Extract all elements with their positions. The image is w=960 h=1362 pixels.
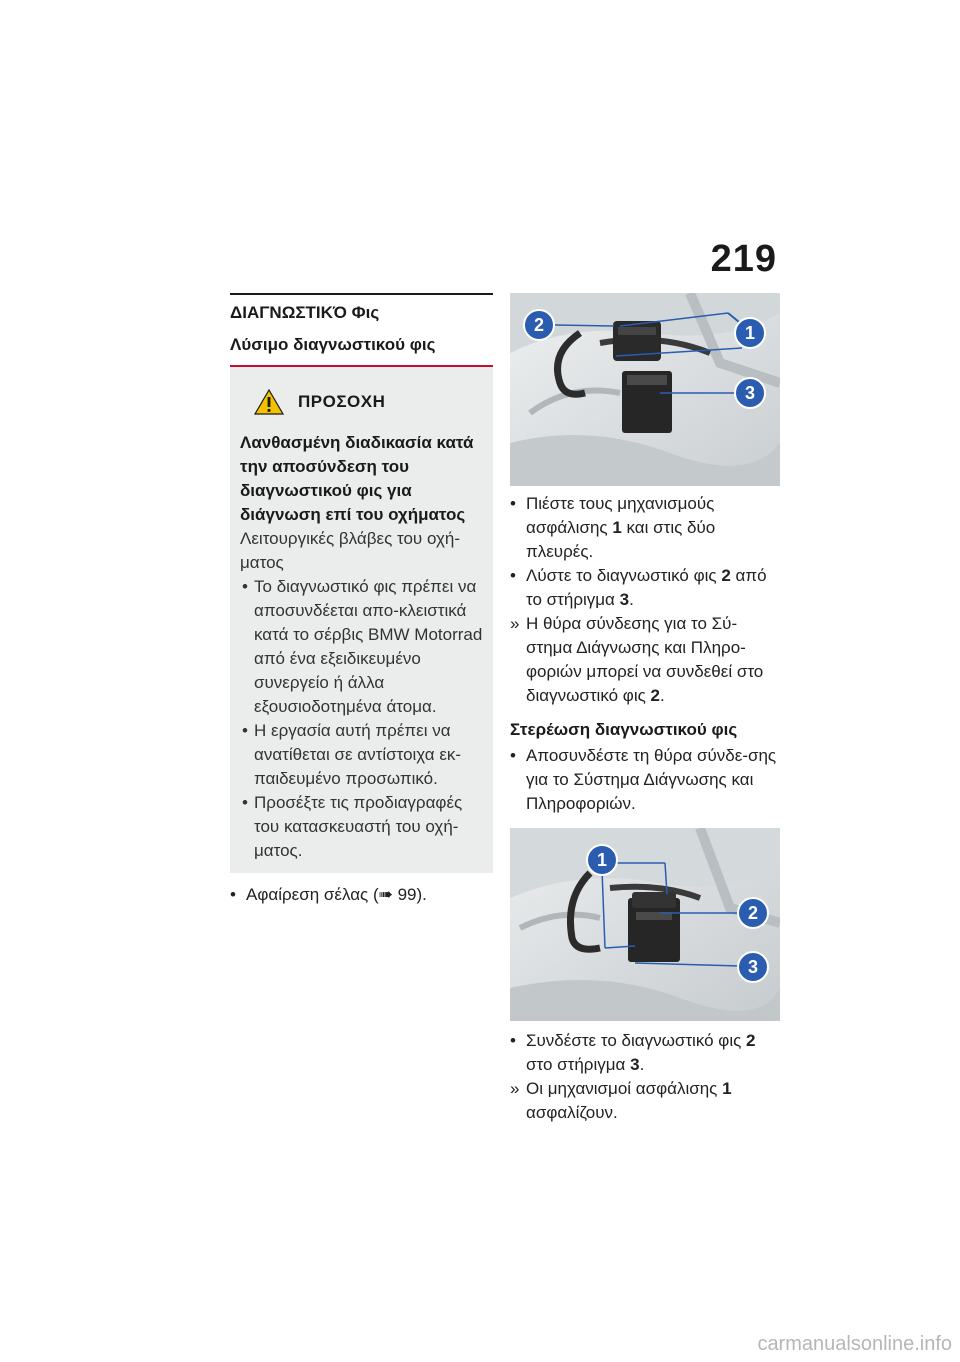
result-marker: »: [510, 614, 520, 633]
warning-bullets: [240, 575, 487, 863]
figure-diagnostic-plug-removal: [510, 293, 780, 486]
result-port-connect: [510, 612, 780, 708]
step-text: Συνδέστε το διαγνωστικό φις: [526, 1031, 747, 1050]
pre-steps: [230, 883, 493, 907]
page-reference[interactable]: 99: [397, 885, 417, 904]
ref-number: 1: [722, 1079, 732, 1098]
left-column: [230, 293, 493, 907]
arrow-right-icon: ➠: [378, 885, 393, 904]
engine-bay-illustration-1: [510, 293, 780, 486]
step-text-tail: .: [659, 686, 665, 705]
callout-1: 1: [596, 850, 608, 870]
engine-bay-illustration-2: [510, 828, 780, 1021]
step-remove-seat: [230, 883, 493, 907]
step-text-tail: .: [639, 1055, 645, 1074]
step-press-locks: [510, 492, 780, 564]
fasten-steps: [510, 1029, 780, 1125]
loosen-steps: [510, 492, 780, 708]
step-release-plug: [510, 564, 780, 612]
warning-bullet: • Η εργασία αυτή πρέπει να ανατίθεται σε αντίστοιχα εκ-παιδευμένο προσωπικό.: [240, 719, 487, 791]
figure-diagnostic-plug-fastening: [510, 828, 780, 1021]
step-disconnect-port: [510, 744, 780, 816]
step-marker: •: [510, 566, 516, 585]
step-marker: •: [510, 746, 516, 765]
ref-number: 1: [612, 518, 622, 537]
step-text: Οι μηχανισμοί ασφάλισης: [526, 1079, 723, 1098]
ref-number: 3: [630, 1055, 640, 1074]
step-text: Αποσυνδέστε τη θύρα σύνδε-σης για το Σύστημα Διάγνωσης και Πληροφοριών.: [526, 746, 777, 813]
callout-3: 3: [744, 383, 756, 403]
step-connect-plug: [510, 1029, 780, 1077]
step-text-tail: ).: [416, 885, 427, 904]
warning-header: [254, 389, 487, 415]
step-text-tail: ασφαλίζουν.: [526, 1103, 618, 1122]
fasten-pre-steps: [510, 744, 780, 816]
step-text-tail: .: [629, 590, 634, 609]
callout-1: 1: [744, 323, 756, 343]
step-text-tail: και στις δύο πλευρές.: [526, 518, 716, 561]
callout-3: 3: [747, 957, 759, 977]
step-text-tail: στο στήριγμα: [526, 1055, 631, 1074]
warning-bullet: • Το διαγνωστικό φις πρέπει να αποσυνδέεται απο-κλειστικά κατά το σέρβις BMW Motorrad από ένα εξειδικευμένο συνεργείο ή άλλα εξουσιοδοτημένα άτομα.: [240, 575, 487, 719]
step-text: Πιέστε τους μηχανισμούς ασφάλισης: [526, 494, 715, 537]
warning-bullet: • Προσέξτε τις προδιαγραφές του κατασκευαστή του οχή-ματος.: [240, 791, 487, 863]
warning-consequence: Λειτουργικές βλάβες του οχή-ματος: [240, 529, 460, 572]
step-text: Η θύρα σύνδεσης για το Σύ-στημα Διάγνωσης και Πληρο-φοριών μπορεί να συνδεθεί στο διαγνωστικό φις: [526, 614, 764, 705]
step-text: Λύστε το διαγνωστικό φις: [526, 566, 722, 585]
warning-label: ΠΡΟΣΟΧΗ: [298, 392, 386, 411]
section-title: ΔΙΑΓΝΩΣΤΙΚΌ Φις: [230, 293, 493, 327]
ref-number: 2: [746, 1031, 756, 1050]
warning-heading: Λανθασμένη διαδικασία κατά την αποσύνδεση του διαγνωστικού φις για διάγνωση επί του οχήματος: [240, 433, 474, 524]
right-column: [510, 293, 780, 1125]
warning-triangle-icon: [254, 389, 284, 415]
warning-box: [230, 367, 493, 873]
result-marker: »: [510, 1079, 520, 1098]
step-marker: •: [510, 1031, 516, 1050]
ref-number: 3: [619, 590, 630, 609]
ref-number: 2: [721, 566, 731, 585]
callout-2: 2: [747, 903, 759, 923]
step-marker: •: [510, 494, 516, 513]
ref-number: 2: [650, 686, 660, 705]
result-locks-engage: [510, 1077, 780, 1125]
step-text: Αφαίρεση σέλας (: [246, 885, 379, 904]
page-number: 219: [710, 238, 777, 280]
step-text-tail: από το στήριγμα: [526, 566, 767, 609]
watermark: carmanualsonline.info: [757, 1333, 952, 1355]
step-marker: •: [230, 885, 236, 904]
subsection-title: Λύσιμο διαγνωστικού φις: [230, 327, 493, 367]
fasten-title: Στερέωση διαγνωστικού φις: [510, 720, 738, 739]
callout-2: 2: [533, 315, 545, 335]
